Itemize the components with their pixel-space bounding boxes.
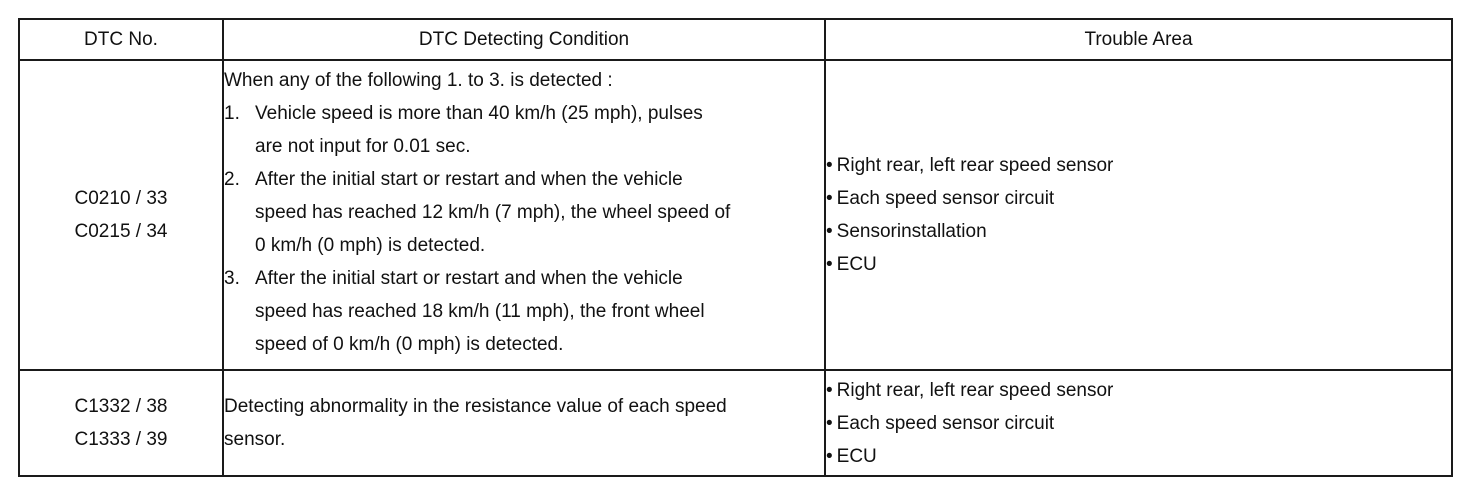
dtc-code-cell [19,370,223,476]
condition-line: Detecting abnormality in the resistance value of each speed [224,396,727,417]
condition-cell [223,60,825,370]
condition-line: sensor. [224,429,286,450]
header-row [19,19,1452,60]
condition-item-line: Vehicle speed is more than 40 km/h (25 mph), pulses [255,103,703,124]
dtc-code: C0215 / 34 [74,221,168,242]
table-row [19,60,1452,370]
condition-item [224,97,824,163]
condition-item-line: speed of 0 km/h (0 mph) is detected. [255,334,564,355]
dtc-code: C0210 / 33 [74,188,168,209]
condition-item-number: 1. [224,103,240,124]
condition-item-line: speed has reached 18 km/h (11 mph), the front wheel [255,301,705,322]
dtc-table [18,18,1453,477]
trouble-area-item: • Right rear, left rear speed sensor [826,374,1451,407]
trouble-area-cell [825,370,1452,476]
condition-item [224,262,824,361]
condition-item-number: 3. [224,268,240,289]
trouble-area-item: • Each speed sensor circuit [826,182,1451,215]
dtc-code: C1333 / 39 [74,429,168,450]
trouble-area-cell [825,60,1452,370]
condition-intro: When any of the following 1. to 3. is detected : [224,70,613,91]
header-detecting-condition: DTC Detecting Condition [223,19,825,60]
trouble-area-item: • Each speed sensor circuit [826,407,1451,440]
condition-cell [223,370,825,476]
trouble-area-item: • ECU [826,440,1451,473]
condition-item-line: After the initial start or restart and when the vehicle [255,268,683,289]
header-trouble-area: Trouble Area [825,19,1452,60]
condition-item-line: speed has reached 12 km/h (7 mph), the wheel speed of [255,202,731,223]
condition-item-number: 2. [224,169,240,190]
trouble-area-item: • ECU [826,248,1451,281]
dtc-code: C1332 / 38 [74,396,168,417]
condition-item [224,163,824,262]
trouble-area-item: • Sensorinstallation [826,215,1451,248]
dtc-code-cell [19,60,223,370]
condition-item-line: are not input for 0.01 sec. [255,136,471,157]
condition-item-line: 0 km/h (0 mph) is detected. [255,235,486,256]
table-row [19,370,1452,476]
trouble-area-item: • Right rear, left rear speed sensor [826,149,1451,182]
condition-item-line: After the initial start or restart and when the vehicle [255,169,683,190]
header-dtc-no: DTC No. [19,19,223,60]
